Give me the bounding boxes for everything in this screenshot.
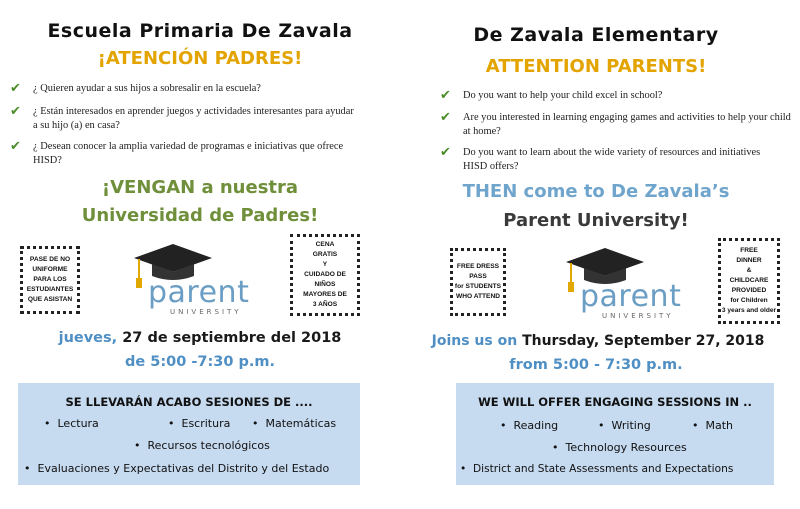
box-line: WHO ATTEND [456, 293, 500, 300]
date-prefix: jueves, [58, 330, 118, 346]
session-item [134, 439, 270, 452]
box-line: FREE [740, 247, 758, 254]
logo-subtitle: UNIVERSITY [170, 308, 242, 316]
box-line: PARA LOS [33, 276, 67, 283]
box-line: CENA [315, 241, 335, 248]
box-line: UNIFORME [32, 266, 68, 273]
box-line: CHILDCARE [729, 277, 769, 284]
checkmark-icon: ✔ [10, 81, 21, 96]
logo-word: parent [148, 275, 250, 310]
bullet-icon: • [460, 463, 467, 475]
bullet-icon: • [134, 439, 141, 452]
sessions-title: SE LLEVARÁN ACABO SESIONES DE .... [65, 395, 313, 409]
attention-heading: ATTENTION PARENTS! [485, 56, 707, 77]
session-item [252, 417, 336, 430]
cta-line-2: Universidad de Padres! [81, 205, 319, 226]
dinner-childcare-box [718, 238, 780, 324]
question-2: ¿ Están interesados en aprender juegos y actividades interesantes para ayudar a su hijo (a) en casa? [33, 106, 354, 131]
session-item [500, 419, 558, 432]
parent-university-logo [560, 244, 700, 324]
checkmark-icon: ✔ [440, 110, 451, 125]
session-item [692, 419, 733, 432]
cta-line-1: THEN come to De Zavala’s [462, 181, 730, 202]
event-date [0, 330, 400, 346]
question-3: ¿ Desean conocer la amplia variedad de programas e iniciativas que ofrece HISD? [33, 141, 344, 166]
date-prefix: Joins us on [431, 333, 518, 349]
date-main: 27 de septiembre del 2018 [122, 330, 342, 346]
session-item [598, 419, 651, 432]
session-label: Technology Resources [565, 441, 687, 454]
logo-word: parent [580, 279, 682, 314]
question-1: ¿ Quieren ayudar a sus hijos a sobresalir en la escuela? [33, 83, 261, 94]
bullet-icon: • [252, 417, 259, 430]
question-3: Do you want to learn about the wide variety of resources and initiatives HISD offers? [463, 147, 761, 172]
session-label: Reading [513, 419, 559, 432]
session-label: Evaluaciones y Expectativas del Distrito y del Estado [37, 462, 330, 475]
session-item [460, 463, 733, 475]
sessions-panel [456, 383, 774, 485]
session-label: Escritura [181, 417, 231, 430]
dinner-childcare-box [290, 234, 360, 316]
box-line: & [746, 267, 752, 274]
sessions-title: WE WILL OFFER ENGAGING SESSIONS IN .. [478, 395, 752, 409]
date-main: Thursday, September 27, 2018 [522, 333, 765, 349]
flyer-title: Escuela Primaria De Zavala [47, 20, 353, 42]
box-line: DINNER [736, 257, 762, 264]
event-time: from 5:00 - 7:30 p.m. [509, 357, 683, 373]
cta-line-1: ¡VENGAN a nuestra [101, 177, 299, 198]
uniform-pass-box [20, 246, 80, 314]
session-item [552, 441, 687, 454]
bullet-icon: • [552, 441, 559, 454]
box-line: 3 AÑOS [312, 301, 338, 308]
question-2: Are you interested in learning engaging games and activities to help your child at home? [463, 112, 791, 137]
dress-pass-box [450, 248, 506, 316]
session-item [168, 417, 230, 430]
box-line: FREE DRESS [456, 263, 500, 270]
box-line: PROVIDED [731, 287, 767, 294]
box-line: for Children [730, 297, 768, 304]
checkmark-icon: ✔ [440, 145, 451, 160]
box-line: QUE ASISTAN [27, 296, 73, 303]
session-label: District and State Assessments and Expectations [473, 463, 734, 475]
flyer-title: De Zavala Elementary [473, 24, 719, 46]
bullet-icon: • [500, 419, 507, 432]
session-label: Recursos tecnológicos [147, 439, 270, 452]
checkmark-icon: ✔ [10, 104, 21, 119]
box-line: ESTUDIANTES [26, 286, 74, 293]
session-label: Matemáticas [265, 417, 337, 430]
bullet-icon: • [598, 419, 605, 432]
box-line: PASS [469, 273, 487, 280]
cta-line-2: Parent University! [503, 210, 689, 231]
logo-subtitle: UNIVERSITY [602, 312, 674, 320]
box-line: 3 years and older [721, 307, 777, 314]
session-label: Math [705, 419, 734, 432]
box-line: GRATIS [312, 251, 338, 258]
english-flyer [400, 0, 800, 509]
bullet-icon: • [44, 417, 51, 430]
box-line: CUIDADO DE NIÑOS [304, 271, 346, 288]
bullet-icon: • [24, 462, 31, 475]
bullet-icon: • [168, 417, 175, 430]
session-item [44, 417, 99, 430]
box-line: Y [322, 261, 328, 268]
bullet-icon: • [692, 419, 699, 432]
box-line: for STUDENTS [454, 283, 502, 290]
box-line: MAYORES DE [303, 291, 347, 298]
checkmark-icon: ✔ [10, 139, 21, 154]
checkmark-icon: ✔ [440, 88, 451, 103]
sessions-panel [18, 383, 360, 485]
box-line: PASE DE NO [29, 256, 71, 263]
event-date [398, 333, 798, 349]
parent-university-logo [128, 240, 268, 320]
attention-heading: ¡ATENCIÓN PADRES! [97, 48, 303, 69]
session-label: Writing [611, 419, 651, 432]
session-item [24, 462, 329, 475]
session-label: Lectura [57, 417, 99, 430]
question-1: Do you want to help your child excel in school? [463, 90, 663, 101]
event-time: de 5:00 -7:30 p.m. [124, 354, 275, 370]
